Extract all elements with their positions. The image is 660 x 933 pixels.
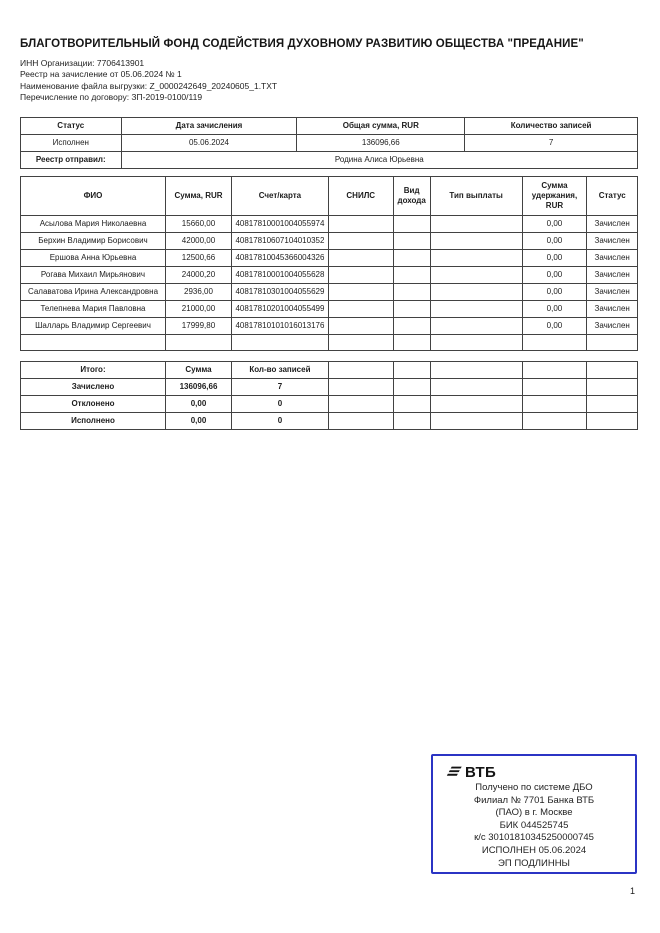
sender-row <box>21 151 638 168</box>
vtb-stripes-icon <box>446 766 462 778</box>
org-inn-line: ИНН Организации: 7706413901 <box>20 58 145 68</box>
contract-line: Перечисление по договору: ЗП-2019-0100/119 <box>20 92 203 103</box>
sender-value: Родина Алиса Юрьевна <box>121 151 637 168</box>
vtb-logo <box>446 764 635 781</box>
totals-label: Отклонено <box>21 395 166 412</box>
cell-snils <box>328 300 393 317</box>
stamp-text <box>433 782 635 870</box>
sender-label: Реестр отправил: <box>21 151 122 168</box>
status-summary-table <box>20 117 638 169</box>
cell-payment-type <box>430 266 522 283</box>
cell-payment-type <box>430 317 522 334</box>
table-row <box>21 317 638 334</box>
cell-snils <box>328 266 393 283</box>
cell-snils <box>328 249 393 266</box>
snils-header: СНИЛС <box>328 176 393 215</box>
account-header: Счет/карта <box>232 176 329 215</box>
cell-income-type <box>393 283 430 300</box>
cell-status: Зачислен <box>587 283 638 300</box>
totals-label-header: Итого: <box>21 361 166 378</box>
cell-status: Зачислен <box>587 317 638 334</box>
vtb-stamp <box>431 754 637 874</box>
register-header-row <box>21 176 638 215</box>
totals-label: Исполнено <box>21 412 166 429</box>
cell-fio: Шалларь Владимир Сергеевич <box>21 317 166 334</box>
stamp-line: ИСПОЛНЕН 05.06.2024 <box>481 844 587 856</box>
credit-date-value: 05.06.2024 <box>121 134 297 151</box>
stamp-line: БИК 044525745 <box>499 819 569 831</box>
cell-fio: Салаватова Ирина Александровна <box>21 283 166 300</box>
fio-header: ФИО <box>21 176 166 215</box>
cell-income-type <box>393 232 430 249</box>
cell-account: 40817810001004055628 <box>232 266 329 283</box>
cell-account: 40817810045366004326 <box>232 249 329 266</box>
page-number: 1 <box>629 886 635 896</box>
cell-withholding: 0,00 <box>522 317 587 334</box>
cell-status: Зачислен <box>587 215 638 232</box>
cell-account: 40817810201004055499 <box>232 300 329 317</box>
cell-withholding: 0,00 <box>522 283 587 300</box>
table-row <box>21 300 638 317</box>
totals-sum: 0,00 <box>165 412 231 429</box>
register-date-line: Реестр на зачисление от 05.06.2024 № 1 <box>20 69 182 80</box>
cell-snils <box>328 317 393 334</box>
cell-status: Зачислен <box>587 249 638 266</box>
cell-sum: 17999,80 <box>165 317 231 334</box>
totals-header-row <box>21 361 638 378</box>
cell-withholding: 0,00 <box>522 300 587 317</box>
cell-snils <box>328 232 393 249</box>
cell-account: 40817810001004055974 <box>232 215 329 232</box>
cell-payment-type <box>430 283 522 300</box>
totals-row-executed <box>21 412 638 429</box>
cell-sum: 15660,00 <box>165 215 231 232</box>
table-row <box>21 283 638 300</box>
cell-sum: 12500,66 <box>165 249 231 266</box>
totals-table <box>20 361 638 430</box>
cell-sum: 24000,20 <box>165 266 231 283</box>
cell-income-type <box>393 249 430 266</box>
cell-income-type <box>393 215 430 232</box>
withholding-header: Сумма удержания, RUR <box>522 176 587 215</box>
cell-status: Зачислен <box>587 266 638 283</box>
cell-status: Зачислен <box>587 300 638 317</box>
cell-snils <box>328 215 393 232</box>
status-value: Исполнен <box>21 134 122 151</box>
cell-income-type <box>393 300 430 317</box>
cell-withholding: 0,00 <box>522 249 587 266</box>
cell-withholding: 0,00 <box>522 215 587 232</box>
cell-fio: Рогава Михаил Мирьянович <box>21 266 166 283</box>
totals-sum: 0,00 <box>165 395 231 412</box>
records-count-value: 7 <box>465 134 638 151</box>
stamp-line: к/с 30101810345250000745 <box>474 832 594 844</box>
credit-date-header: Дата зачисления <box>121 117 297 134</box>
cell-sum: 2936,00 <box>165 283 231 300</box>
row-status-header: Статус <box>587 176 638 215</box>
totals-count: 0 <box>232 412 329 429</box>
cell-fio: Телепнева Мария Павловна <box>21 300 166 317</box>
total-sum-header: Общая сумма, RUR <box>297 117 465 134</box>
status-header: Статус <box>21 117 122 134</box>
cell-payment-type <box>430 249 522 266</box>
totals-row-rejected <box>21 395 638 412</box>
empty-row <box>21 334 638 350</box>
cell-fio: Ершова Анна Юрьевна <box>21 249 166 266</box>
cell-sum: 42000,00 <box>165 232 231 249</box>
income-type-header: Вид дохода <box>393 176 430 215</box>
totals-count: 0 <box>232 395 329 412</box>
cell-income-type <box>393 317 430 334</box>
cell-account: 40817810101016013176 <box>232 317 329 334</box>
totals-count: 7 <box>232 378 329 395</box>
cell-fio: Берхин Владимир Борисович <box>21 232 166 249</box>
sum-header: Сумма, RUR <box>165 176 231 215</box>
cell-withholding: 0,00 <box>522 266 587 283</box>
totals-label: Зачислено <box>21 378 166 395</box>
cell-payment-type <box>430 300 522 317</box>
cell-withholding: 0,00 <box>522 232 587 249</box>
register-table <box>20 176 638 351</box>
total-sum-value: 136096,66 <box>297 134 465 151</box>
table-row <box>21 215 638 232</box>
status-value-row <box>21 134 638 151</box>
totals-sum: 136096,66 <box>165 378 231 395</box>
records-count-header: Количество записей <box>465 117 638 134</box>
cell-fio: Асылова Мария Николаевна <box>21 215 166 232</box>
table-row <box>21 266 638 283</box>
status-header-row <box>21 117 638 134</box>
page-title: БЛАГОТВОРИТЕЛЬНЫЙ ФОНД СОДЕЙСТВИЯ ДУХОВНОМУ РАЗВИТИЮ ОБЩЕСТВА "ПРЕДАНИЕ" <box>20 38 584 50</box>
stamp-line: Филиал № 7701 Банка ВТБ <box>473 794 595 806</box>
totals-count-header: Кол-во записей <box>232 361 329 378</box>
cell-account: 40817810607104010352 <box>232 232 329 249</box>
totals-sum-header: Сумма <box>165 361 231 378</box>
cell-status: Зачислен <box>587 232 638 249</box>
stamp-line: Получено по системе ДБО <box>475 782 593 793</box>
bank-name: ВТБ <box>465 764 497 781</box>
payment-type-header: Тип выплаты <box>430 176 522 215</box>
table-row <box>21 232 638 249</box>
export-file-line: Наименование файла выгрузки: Z_0000242649_20240605_1.TXT <box>20 80 278 91</box>
cell-payment-type <box>430 232 522 249</box>
totals-row-credited <box>21 378 638 395</box>
cell-income-type <box>393 266 430 283</box>
cell-account: 40817810301004055629 <box>232 283 329 300</box>
cell-sum: 21000,00 <box>165 300 231 317</box>
cell-payment-type <box>430 215 522 232</box>
table-row <box>21 249 638 266</box>
cell-snils <box>328 283 393 300</box>
stamp-line: ЭП ПОДЛИННЫ <box>498 857 570 869</box>
stamp-line: (ПАО) в г. Москве <box>495 807 573 819</box>
